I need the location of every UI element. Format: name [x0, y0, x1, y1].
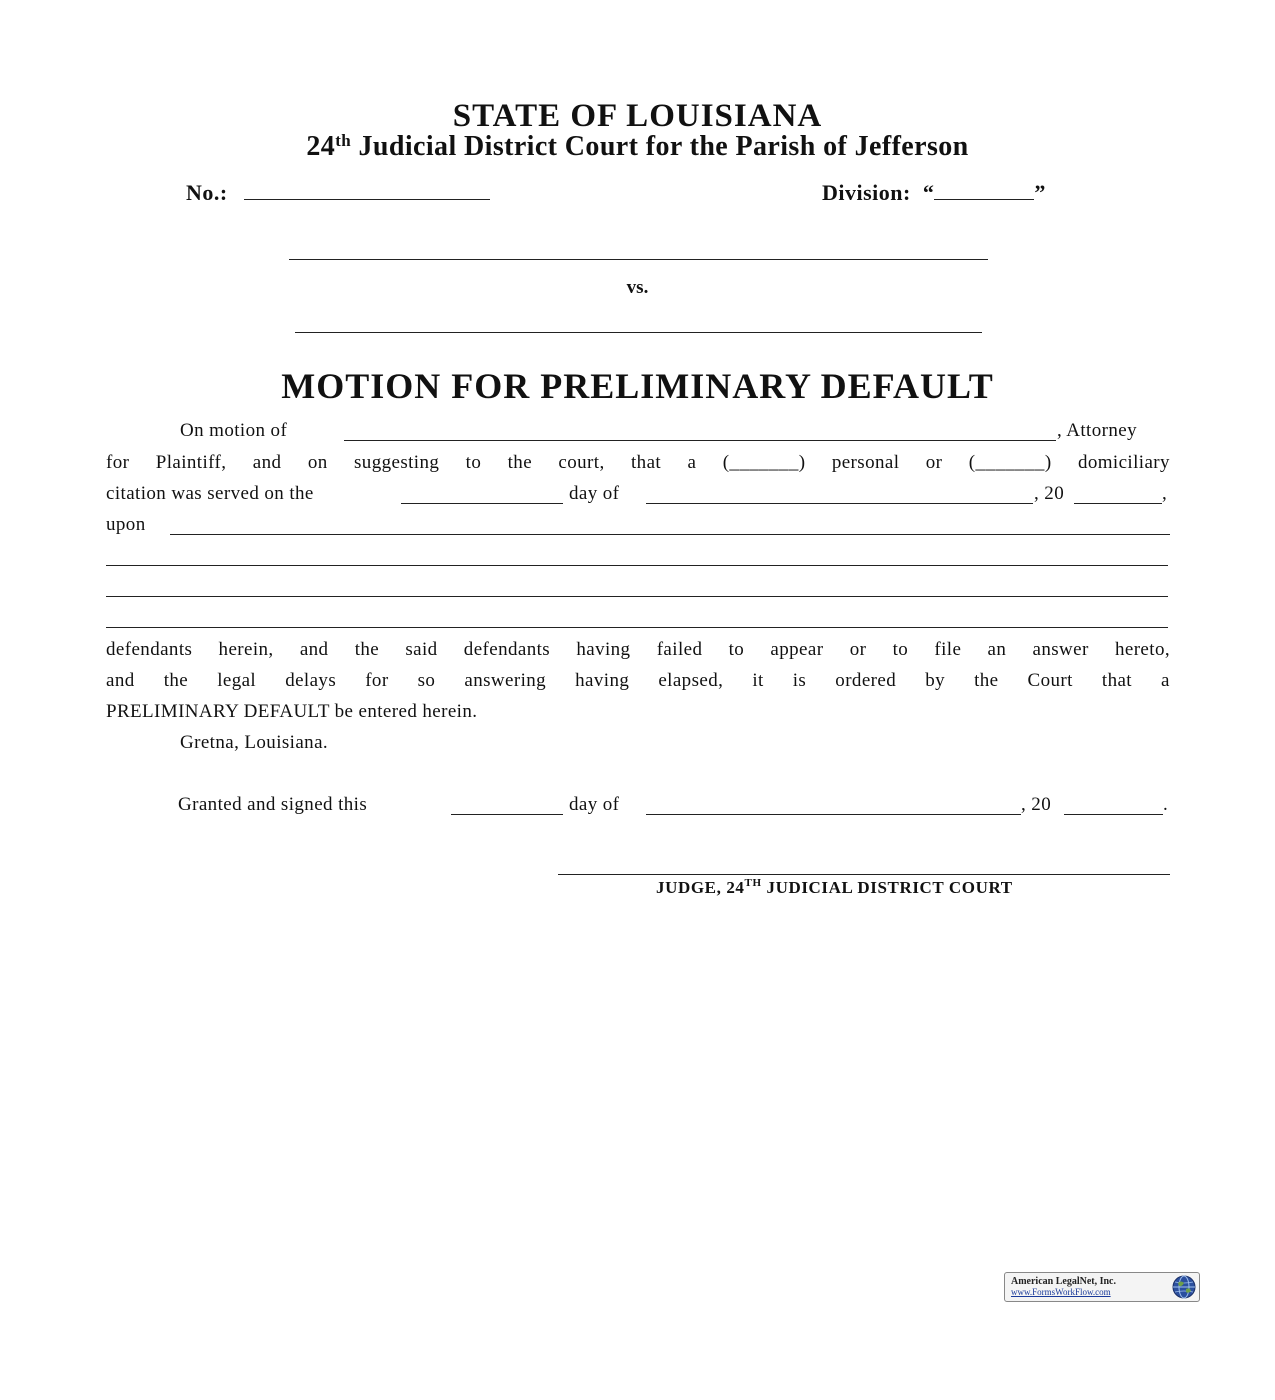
word: and: [106, 670, 135, 691]
upon-label: upon: [106, 514, 146, 535]
word: the: [163, 670, 189, 691]
granted-day-of-label: day of: [569, 794, 620, 815]
word: ordered: [835, 670, 897, 691]
word: defendants: [463, 639, 551, 660]
division-field: [822, 180, 1046, 206]
defendants-blank-2[interactable]: [106, 565, 1168, 566]
word: to: [728, 639, 745, 660]
word: it: [752, 670, 764, 691]
division-close-quote: ”: [1034, 180, 1046, 205]
word: having: [575, 670, 630, 691]
word: answering: [464, 670, 547, 691]
word: or: [925, 452, 943, 473]
domiciliary-service-checkbox[interactable]: (_______): [968, 452, 1052, 473]
court-title: [0, 131, 1275, 163]
defendants-blank-3[interactable]: [106, 596, 1168, 597]
word: and: [252, 452, 282, 473]
word: court,: [558, 452, 605, 473]
service-day-blank[interactable]: [401, 503, 563, 504]
division-blank[interactable]: [934, 198, 1034, 200]
word: elapsed,: [658, 670, 724, 691]
word: or: [849, 639, 867, 660]
american-legalnet-logo[interactable]: [1004, 1272, 1200, 1302]
word: is: [792, 670, 807, 691]
motion-line-2: [106, 452, 1170, 474]
word: for: [106, 452, 130, 473]
day-of-label: day of: [569, 483, 620, 504]
granted-label: Granted and signed this: [178, 794, 368, 815]
judge-title-prefix: JUDGE, 24: [656, 878, 745, 897]
word: defendants: [106, 639, 193, 660]
word: the: [354, 639, 380, 660]
word: file: [934, 639, 962, 660]
word: for: [365, 670, 389, 691]
personal-service-checkbox[interactable]: (_______): [722, 452, 806, 473]
word: to: [892, 639, 909, 660]
motion-line-9: [106, 670, 1170, 692]
case-number-field: [186, 180, 490, 206]
word: failed: [656, 639, 703, 660]
motion-line-8: [106, 639, 1170, 661]
word: answer: [1032, 639, 1089, 660]
defendants-blank-4[interactable]: [106, 627, 1168, 628]
motion-title: MOTION FOR PRELIMINARY DEFAULT: [281, 366, 994, 406]
word: and: [299, 639, 329, 660]
service-month-blank[interactable]: [646, 503, 1033, 504]
motion-line-1: [180, 420, 287, 442]
motion-of-label: On motion of: [180, 420, 288, 441]
court-number: 24: [306, 131, 336, 162]
word: said: [405, 639, 438, 660]
word: herein,: [218, 639, 274, 660]
word: on: [307, 452, 328, 473]
citation-served-label: citation was served on the: [106, 483, 314, 504]
granted-period: .: [1163, 794, 1169, 815]
word: an: [987, 639, 1007, 660]
word: Court: [1027, 670, 1073, 691]
attorney-name-blank[interactable]: [344, 440, 1056, 441]
word: that: [631, 452, 662, 473]
word: Plaintiff,: [155, 452, 227, 473]
granted-year-prefix: , 20: [1021, 794, 1052, 815]
granted-month-blank[interactable]: [646, 814, 1021, 815]
year-prefix-label: , 20: [1034, 483, 1065, 504]
word: appear: [770, 639, 824, 660]
word: to: [465, 452, 482, 473]
word: legal: [217, 670, 257, 691]
word: personal: [831, 452, 900, 473]
division-open-quote: “: [922, 180, 935, 205]
versus-label: vs.: [626, 277, 649, 298]
word: by: [925, 670, 945, 691]
case-number-blank[interactable]: [244, 198, 490, 200]
plaintiff-line[interactable]: [289, 259, 988, 260]
attorney-label: , Attorney: [1057, 420, 1137, 441]
comma-label: ,: [1162, 483, 1168, 504]
globe-icon: [1171, 1274, 1197, 1300]
logo-company-name: American LegalNet, Inc.: [1011, 1276, 1116, 1287]
case-number-label: No.:: [186, 180, 228, 205]
word: so: [417, 670, 436, 691]
word: suggesting: [354, 452, 440, 473]
motion-line-10: PRELIMINARY DEFAULT be entered herein.: [106, 701, 478, 722]
granted-year-blank[interactable]: [1064, 814, 1163, 815]
court-number-suffix: th: [335, 131, 352, 150]
word: the: [507, 452, 533, 473]
logo-url-link[interactable]: www.FormsWorkFlow.com: [1011, 1287, 1111, 1297]
granted-day-blank[interactable]: [451, 814, 563, 815]
word: hereto,: [1114, 639, 1170, 660]
word: a: [1161, 670, 1170, 691]
word: domiciliary: [1077, 452, 1170, 473]
word: a: [687, 452, 697, 473]
state-title: STATE OF LOUISIANA: [452, 98, 823, 134]
place-label: Gretna, Louisiana.: [180, 732, 329, 753]
judge-title-court: JUDICIAL DISTRICT COURT: [761, 878, 1013, 897]
division-label: Division:: [822, 180, 911, 205]
judge-title-suffix: TH: [744, 877, 762, 889]
judge-title: [656, 877, 1013, 898]
word: delays: [285, 670, 337, 691]
service-year-blank[interactable]: [1074, 503, 1162, 504]
court-name: Judicial District Court for the Parish of Jefferson: [351, 131, 969, 162]
defendant-line[interactable]: [295, 332, 982, 333]
judge-signature-line[interactable]: [558, 874, 1170, 875]
word: having: [576, 639, 631, 660]
defendants-blank-1[interactable]: [170, 534, 1170, 535]
word: the: [974, 670, 999, 691]
word: that: [1101, 670, 1132, 691]
